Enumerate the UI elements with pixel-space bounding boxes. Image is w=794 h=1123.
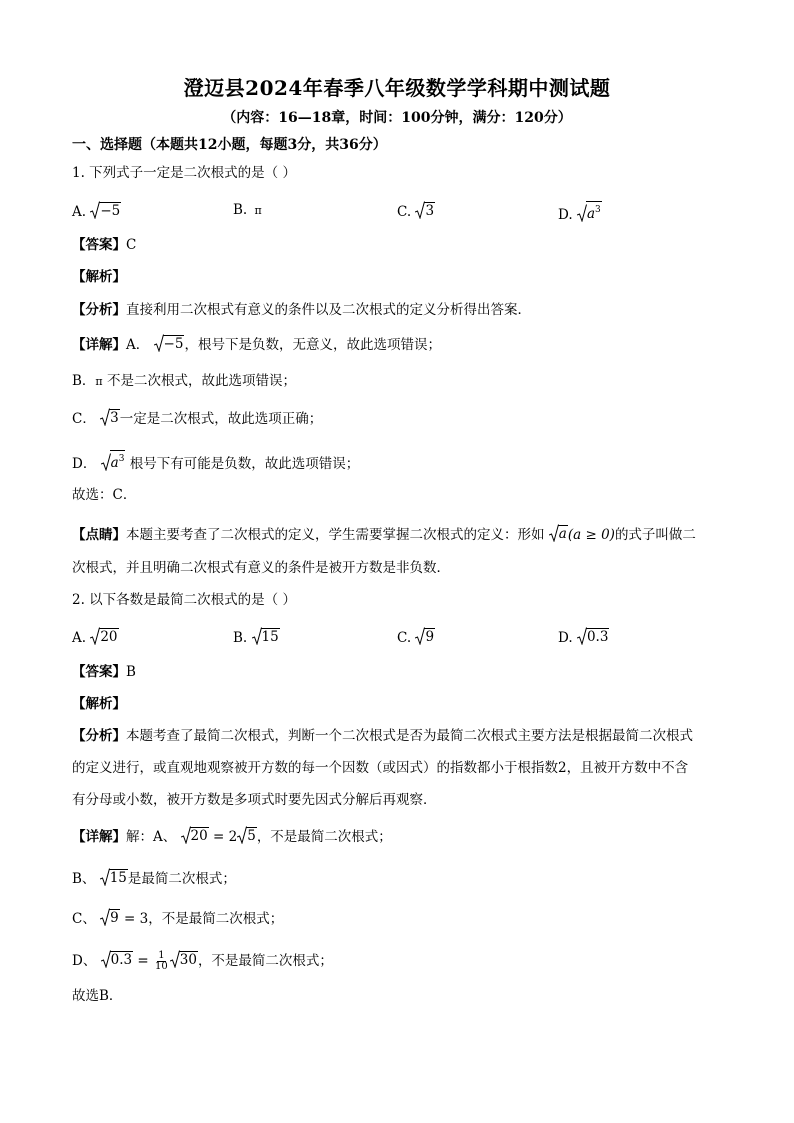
question-2-stem: 2. 以下各数是最简二次根式的是（ ） xyxy=(72,592,296,608)
q2-detail-c: C、 9 = 3，不是最简二次根式； xyxy=(72,910,284,927)
q2-detail-a: 【详解】解：A、 20 = 2 5 ，不是最简二次根式； xyxy=(72,828,392,845)
sqrt-sign: 0.3 xyxy=(577,627,609,645)
q2-detail-b: B、 15 是最简二次根式； xyxy=(72,870,236,887)
q1-detail-b: B．π 不是二次根式，故此选项错误； xyxy=(72,373,296,389)
sqrt-sign: 0.3 xyxy=(101,950,133,968)
q1-conclusion: 故选：C． xyxy=(72,487,137,503)
page-title: 澄迈县2024年春季八年级数学学科期中测试题 xyxy=(183,76,611,100)
sqrt-sign: 9 xyxy=(415,627,435,645)
q2-option-b: B. 15 xyxy=(233,629,279,646)
sqrt-sign: 30 xyxy=(170,950,198,968)
q1-answer: 【答案】C xyxy=(72,237,137,253)
q1-detail-a: 【详解】A． −5 ，根号下是负数，无意义，故此选项错误； xyxy=(72,336,441,353)
sqrt-sign: 3 xyxy=(415,201,435,219)
sqrt-sign: 3 xyxy=(100,408,120,426)
q2-fenxi-line2: 的定义进行，或直观地观察被开方数的每一个因数（或因式）的指数都小于根指数2，且被开方数中不含 xyxy=(72,760,689,776)
page-subtitle: （内容：16—18章，时间：100分钟，满分：120分） xyxy=(222,110,572,126)
q1-detail-d: D． $a^3$ 根号下有可能是负数，故此选项错误； xyxy=(72,450,359,473)
sqrt-sign: 9 xyxy=(100,908,120,926)
q1-option-c: C. 3 xyxy=(397,203,435,220)
q1-dianjing-line1: 【点睛】本题主要考查了二次根式的定义，学生需要掌握二次根式的定义：形如 a (a ≥ 0)的式子叫做二 xyxy=(72,526,696,543)
q1-detail-c: C． 3 一定是二次根式，故此选项正确； xyxy=(72,410,323,427)
q2-detail-d: D、 0.3 = $\frac{1}{10}$ 30 ，不是最简二次根式； xyxy=(72,950,333,972)
q1-fenxi: 【分析】直接利用二次根式有意义的条件以及二次根式的定义分析得出答案． xyxy=(72,302,531,318)
q2-option-c: C. 9 xyxy=(397,629,435,646)
q2-option-d: D. 0.3 xyxy=(558,629,609,646)
q2-analysis-tag: 【解析】 xyxy=(72,696,126,712)
q2-fenxi-line1: 【分析】本题考查了最简二次根式，判断一个二次根式是否为最简二次根式主要方法是根据最简二次根式 xyxy=(72,728,693,744)
q2-fenxi-line3: 有分母或小数，被开方数是多项式时要先因式分解后再观察． xyxy=(72,792,437,808)
q1-option-b: B. π xyxy=(233,202,262,218)
q1-option-d: D. $a^3$ xyxy=(558,201,602,224)
sqrt-sign: $a^3$ xyxy=(101,450,126,471)
sqrt-sign: a xyxy=(549,524,568,542)
fraction: $\frac{1}{10}$ xyxy=(155,950,168,972)
sqrt-sign: −5 xyxy=(154,334,185,352)
q1-option-a: A. −5 xyxy=(72,203,121,220)
q2-option-a: A. 20 xyxy=(72,629,118,646)
sqrt-sign: 5 xyxy=(237,826,257,844)
q2-answer: 【答案】B xyxy=(72,664,136,680)
sqrt-sign: 20 xyxy=(181,826,209,844)
q2-conclusion: 故选B． xyxy=(72,988,123,1004)
q1-analysis-tag: 【解析】 xyxy=(72,269,126,285)
q1-dianjing-line2: 次根式，并且明确二次根式有意义的条件是被开方数是非负数． xyxy=(72,560,450,576)
sqrt-sign: $a^3$ xyxy=(577,201,602,222)
section-heading: 一、选择题（本题共12小题，每题3分，共36分） xyxy=(72,137,387,153)
sqrt-sign: 15 xyxy=(252,627,280,645)
sqrt-sign: 15 xyxy=(100,868,128,886)
question-1-stem: 1. 下列式子一定是二次根式的是（ ） xyxy=(72,165,296,181)
sqrt-sign: 20 xyxy=(90,627,118,645)
sqrt-sign: −5 xyxy=(90,201,121,219)
